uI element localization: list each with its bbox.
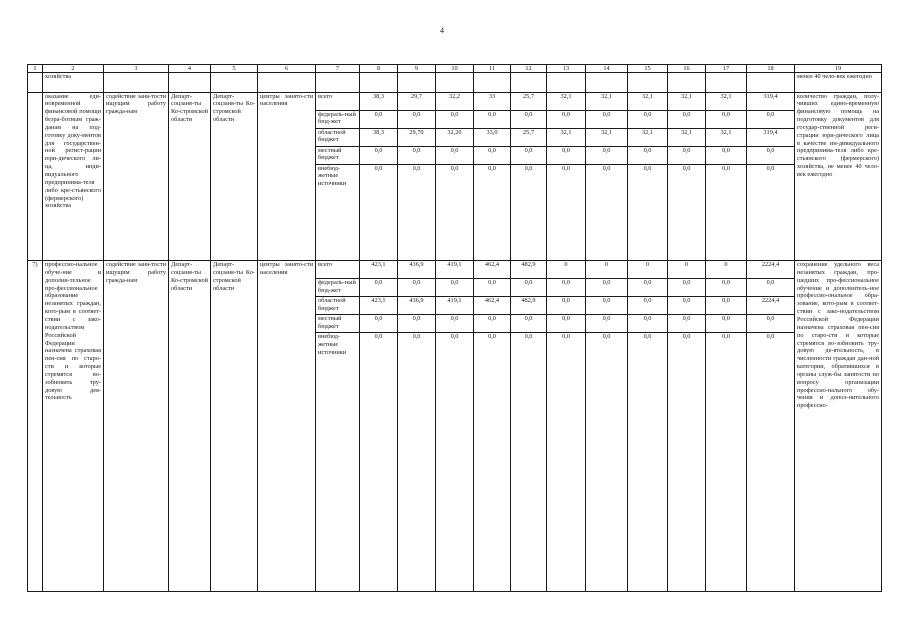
cell-amount: 0,0 (547, 164, 586, 260)
cell-amount: 0,0 (511, 146, 547, 164)
cell-amount: 0,0 (668, 164, 706, 260)
cell-amount: 0,0 (586, 297, 628, 315)
cell-amount: 0,0 (511, 333, 547, 592)
column-number: 11 (474, 65, 511, 73)
column-number: 16 (668, 65, 706, 73)
cell-amount: 0,0 (511, 110, 547, 128)
cell (586, 73, 628, 92)
cell-amount: 436,9 (398, 261, 436, 279)
cell-amount: 0,0 (747, 279, 795, 297)
cell-centers: центры занято-сти населения (258, 92, 316, 261)
cell-amount: 0,0 (586, 279, 628, 297)
cell-amount: 0,0 (668, 279, 706, 297)
cell-amount: 0,0 (628, 333, 668, 592)
cell (398, 73, 436, 92)
cell-amount: 32,1 (706, 128, 747, 146)
cell-amount: 0,0 (360, 279, 398, 297)
column-number: 18 (747, 65, 795, 73)
cell-amount: 0,0 (628, 110, 668, 128)
cell-coexecutor: Департ-соцзаня-ты Ко-стромской области (211, 92, 258, 261)
cell-amount: 0,0 (436, 164, 474, 260)
cell-result: количество граждан, полу-чивших едино-временную финансовую помощь на подготовку документов для государ-ственной реги-страции юри-дического лица в качестве ин-дивидуального предпринима-теля либо кре-стьянского (фермерского) хозяйства, не менее 40 чело-век ежегодно (795, 92, 882, 261)
cell (436, 73, 474, 92)
cell-funding-source: федераль-ный бюд-жет (316, 279, 360, 297)
column-number: 8 (360, 65, 398, 73)
cell (547, 73, 586, 92)
cell-amount: 0,0 (511, 315, 547, 333)
cell-amount: 0,0 (474, 164, 511, 260)
cell-amount: 0,0 (747, 110, 795, 128)
cell-amount: 0 (668, 261, 706, 279)
cell-amount: 32,1 (628, 92, 668, 110)
cell-index: 7) (28, 261, 43, 592)
cell-amount: 33,0 (474, 128, 511, 146)
cell-amount: 29,7 (398, 92, 436, 110)
column-number: 6 (258, 65, 316, 73)
cell-participants: содействие заня-тости ищущим работу гражда-нам (104, 261, 169, 592)
cell (360, 73, 398, 92)
cell-amount: 0,0 (398, 164, 436, 260)
cell-amount: 0,0 (511, 164, 547, 260)
cell-funding-source: областной бюджет (316, 297, 360, 315)
cell-amount: 32,1 (668, 128, 706, 146)
column-number-row (28, 65, 882, 73)
column-number: 2 (43, 65, 104, 73)
cell-funding-source: всего (316, 261, 360, 279)
cell-amount: 0,0 (628, 297, 668, 315)
cell (28, 73, 43, 92)
program-activities-table (27, 64, 882, 592)
cell (104, 73, 169, 92)
cell-amount: 0,0 (668, 146, 706, 164)
cell-amount: 0,0 (706, 164, 747, 260)
cell-amount: 0,0 (398, 279, 436, 297)
cell-amount: 0,0 (706, 110, 747, 128)
cell-amount: 319,4 (747, 128, 795, 146)
cell-amount: 0,0 (706, 146, 747, 164)
cell-activity: профессио-нальное обуче-ние и дополни-тельное про-фессиональное образование незанятых граждан, кото-рым в соответ-ствии с зако-нодательством Российской Федерации назначена страховая пен-сия по старо-сти и которые стремятся во-зобновить тру-довую дея-тельность (43, 261, 104, 592)
cell (668, 73, 706, 92)
cell-amount: 462,4 (474, 297, 511, 315)
cell-amount: 32,1 (706, 92, 747, 110)
cell-activity: оказание еди-новременной финансовой помощи безра-ботным граж-данам на под-готовку доку-ментов для государствен-ной регист-рации юри-дического ли-ца, инди-видуального предпринима-теля либо кре-стьянского (фермерского) хозяйства (43, 92, 104, 261)
column-number: 5 (211, 65, 258, 73)
column-number: 17 (706, 65, 747, 73)
cell-amount: 0,0 (398, 315, 436, 333)
column-number: 1 (28, 65, 43, 73)
column-number: 9 (398, 65, 436, 73)
cell-amount: 423,1 (360, 297, 398, 315)
cell-amount: 0,0 (547, 333, 586, 592)
cell-amount: 0,0 (360, 315, 398, 333)
cell-amount: 0 (586, 261, 628, 279)
cell-amount: 0,0 (586, 110, 628, 128)
cell-amount: 0,0 (747, 164, 795, 260)
cell-amount: 0,0 (706, 279, 747, 297)
cell-amount: 0,0 (628, 146, 668, 164)
column-number: 13 (547, 65, 586, 73)
cell-amount: 0,0 (547, 110, 586, 128)
cell-amount: 0,0 (398, 146, 436, 164)
cell-amount: 32,1 (547, 128, 586, 146)
cell-index (28, 92, 43, 261)
cell-amount: 32,1 (668, 92, 706, 110)
cell-amount: 0,0 (586, 146, 628, 164)
cell-amount: 32,1 (586, 92, 628, 110)
cell-amount: 0,0 (436, 146, 474, 164)
cell-amount: 0,0 (398, 110, 436, 128)
cell (628, 73, 668, 92)
cell-amount: 0,0 (586, 164, 628, 260)
cell-amount: 0 (706, 261, 747, 279)
cell-amount: 0,0 (436, 110, 474, 128)
cell-amount: 25,7 (511, 92, 547, 110)
table-row (28, 261, 882, 279)
column-number: 4 (169, 65, 211, 73)
cell-amount: 0 (628, 261, 668, 279)
cell (211, 73, 258, 92)
cell-amount: 0,0 (360, 164, 398, 260)
cell-funding-source: местный бюджет (316, 146, 360, 164)
cell-amount: 2224,4 (747, 297, 795, 315)
cell (511, 73, 547, 92)
cell-amount: 0,0 (668, 110, 706, 128)
column-number: 15 (628, 65, 668, 73)
cell-funding-source: внебюд-жетные источники (316, 164, 360, 260)
cell-amount: 319,4 (747, 92, 795, 110)
cell-amount: 32,1 (628, 128, 668, 146)
cell-activity-continuation: хозяйства (43, 73, 104, 92)
cell-amount: 0,0 (706, 297, 747, 315)
column-number: 7 (316, 65, 360, 73)
cell-amount: 0,0 (360, 146, 398, 164)
cell-funding-source: местный бюджет (316, 315, 360, 333)
cell-amount: 0,0 (586, 333, 628, 592)
cell-amount: 25,7 (511, 128, 547, 146)
cell-amount: 0,0 (511, 279, 547, 297)
cell-amount: 0,0 (747, 146, 795, 164)
cell-result-continuation: менее 40 чело-век ежегодно (795, 73, 882, 92)
continuation-row (28, 73, 882, 92)
cell-amount: 0,0 (360, 110, 398, 128)
cell-amount: 419,1 (436, 261, 474, 279)
cell-participants: содействие заня-тости ищущим работу гражда-нам (104, 92, 169, 261)
cell-amount: 0,0 (547, 279, 586, 297)
cell-amount: 0,0 (706, 333, 747, 592)
cell-amount: 0,0 (474, 279, 511, 297)
cell (169, 73, 211, 92)
cell-funding-source: областной бюджет (316, 128, 360, 146)
cell-amount: 0,0 (747, 333, 795, 592)
cell-amount: 0,0 (547, 146, 586, 164)
cell-amount: 0,0 (474, 333, 511, 592)
column-number: 10 (436, 65, 474, 73)
cell-amount: 32,1 (586, 128, 628, 146)
cell-amount: 32,20 (436, 128, 474, 146)
cell (474, 73, 511, 92)
cell-amount: 0,0 (436, 333, 474, 592)
cell-amount: 38,3 (360, 92, 398, 110)
column-number: 19 (795, 65, 882, 73)
cell-amount: 0,0 (668, 297, 706, 315)
cell-amount: 32,2 (436, 92, 474, 110)
cell-amount: 32,1 (547, 92, 586, 110)
cell (258, 73, 316, 92)
cell-amount: 0,0 (547, 315, 586, 333)
cell-coexecutor: Департ-соцзаня-ты Ко-стромской области (211, 261, 258, 592)
cell-amount: 33 (474, 92, 511, 110)
cell-amount: 0,0 (436, 315, 474, 333)
page-number: 4 (440, 26, 444, 35)
cell-amount: 0,0 (547, 297, 586, 315)
column-number: 3 (104, 65, 169, 73)
cell-amount: 0,0 (668, 315, 706, 333)
cell-amount: 0 (547, 261, 586, 279)
cell-amount: 482,9 (511, 261, 547, 279)
column-number: 14 (586, 65, 628, 73)
cell (706, 73, 747, 92)
cell-result: сохранение удельного веса незанятых граждан, про-шедших про-фессиональное обучение и дополнитель-ное профессио-ональное обра-зование, кото-рым в соответ-ствии с зако-нодательством Российской Федерации назначена страховая пен-сия по старо-сти и которые стремятся во-зобновить тру-довую де-ятельность, в численности граждан дан-ной категории, обратившихся в органы служ-бы занятости по вопросу организации профессио-нального обу-чения и допол-нительного профессио- (795, 261, 882, 592)
cell-funding-source: всего (316, 92, 360, 110)
cell (747, 73, 795, 92)
cell-amount: 0,0 (628, 315, 668, 333)
cell-amount: 0,0 (474, 110, 511, 128)
cell-amount: 0,0 (586, 315, 628, 333)
column-number: 12 (511, 65, 547, 73)
cell-amount: 0,0 (360, 333, 398, 592)
cell-amount: 0,0 (398, 333, 436, 592)
cell-centers: центры занято-сти населения (258, 261, 316, 592)
cell-amount: 462,4 (474, 261, 511, 279)
cell-amount: 419,1 (436, 297, 474, 315)
cell-funding-source: внебюд-жетные источники (316, 333, 360, 592)
cell-amount: 482,9 (511, 297, 547, 315)
cell-amount: 2224,4 (747, 261, 795, 279)
cell (316, 73, 360, 92)
cell-amount: 423,1 (360, 261, 398, 279)
cell-amount: 0,0 (668, 333, 706, 592)
table-row (28, 92, 882, 110)
cell-amount: 0,0 (474, 146, 511, 164)
cell-executor: Департ-соцзаня-ты Ко-стромской области (169, 92, 211, 261)
cell-amount: 0,0 (706, 315, 747, 333)
cell-executor: Департ-соцзаня-ты Ко-стромской области (169, 261, 211, 592)
cell-amount: 0,0 (628, 164, 668, 260)
cell-amount: 29,70 (398, 128, 436, 146)
cell-amount: 436,9 (398, 297, 436, 315)
cell-amount: 38,3 (360, 128, 398, 146)
cell-amount: 0,0 (747, 315, 795, 333)
cell-funding-source: федераль-ный бюд-жет (316, 110, 360, 128)
cell-amount: 0,0 (628, 279, 668, 297)
cell-amount: 0,0 (436, 279, 474, 297)
cell-amount: 0,0 (474, 315, 511, 333)
